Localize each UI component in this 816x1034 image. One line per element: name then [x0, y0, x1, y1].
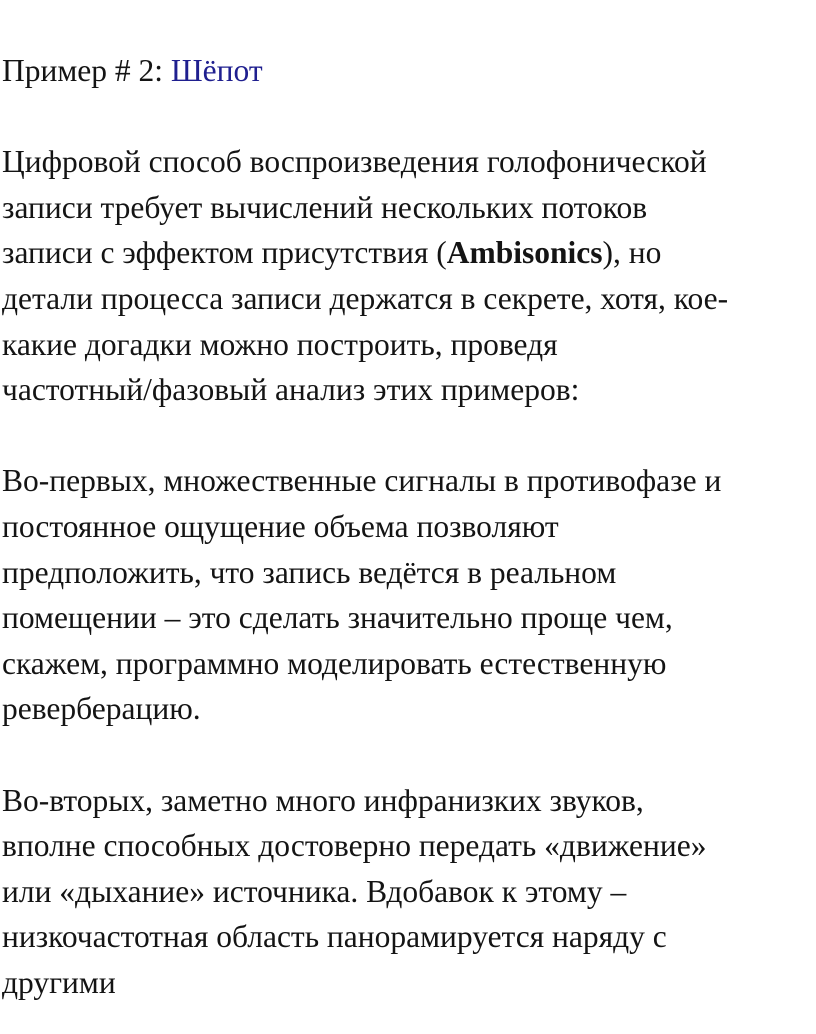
paragraph-line: или «дыхание» источника. Вдобавок к этому – [2, 873, 627, 909]
example-heading [2, 48, 816, 94]
paragraph-line: детали процесса записи держатся в секрете, хотя, кое- [2, 280, 729, 316]
paragraph-line: частотный/фазовый анализ этих примеров: [2, 372, 580, 408]
paragraph-line: реверберацию. [2, 691, 201, 727]
text-fragment: ), но [602, 235, 662, 271]
paragraph-line: записи требует вычислений нескольких потоков [2, 189, 648, 225]
paragraph-intro [2, 139, 816, 413]
paragraph-line: Во-первых, множественные сигналы в противофазе и [2, 463, 722, 499]
heading-link-whisper[interactable]: Шёпот [170, 53, 263, 88]
spacer [2, 732, 816, 778]
heading-prefix: Пример # 2: [2, 53, 171, 88]
paragraph-line: какие догадки можно построить, проведя [2, 326, 558, 362]
paragraph-second-point [2, 778, 816, 1006]
paragraph-line: предположить, что запись ведётся в реальном [2, 554, 617, 590]
paragraph-line: другими [2, 964, 116, 1000]
spacer [2, 94, 816, 140]
ambisonics-term: Ambisonics [446, 235, 603, 271]
paragraph-line: низкочастотная область панорамируется наряду с [2, 919, 667, 955]
paragraph-line: скажем, программно моделировать естественную [2, 645, 667, 681]
paragraph-line: помещении – это сделать значительно проще чем, [2, 600, 673, 636]
paragraph-line: постоянное ощущение объема позволяют [2, 508, 559, 544]
paragraph-line: вполне способных достоверно передать «движение» [2, 828, 707, 864]
text-fragment: записи с эффектом присутствия ( [2, 235, 447, 271]
paragraph-line: Цифровой способ воспроизведения голофонической [2, 144, 707, 180]
spacer [2, 413, 816, 459]
paragraph-first-point [2, 458, 816, 732]
paragraph-line: Во-вторых, заметно много инфранизких звуков, [2, 782, 644, 818]
paragraph-line [2, 230, 816, 276]
